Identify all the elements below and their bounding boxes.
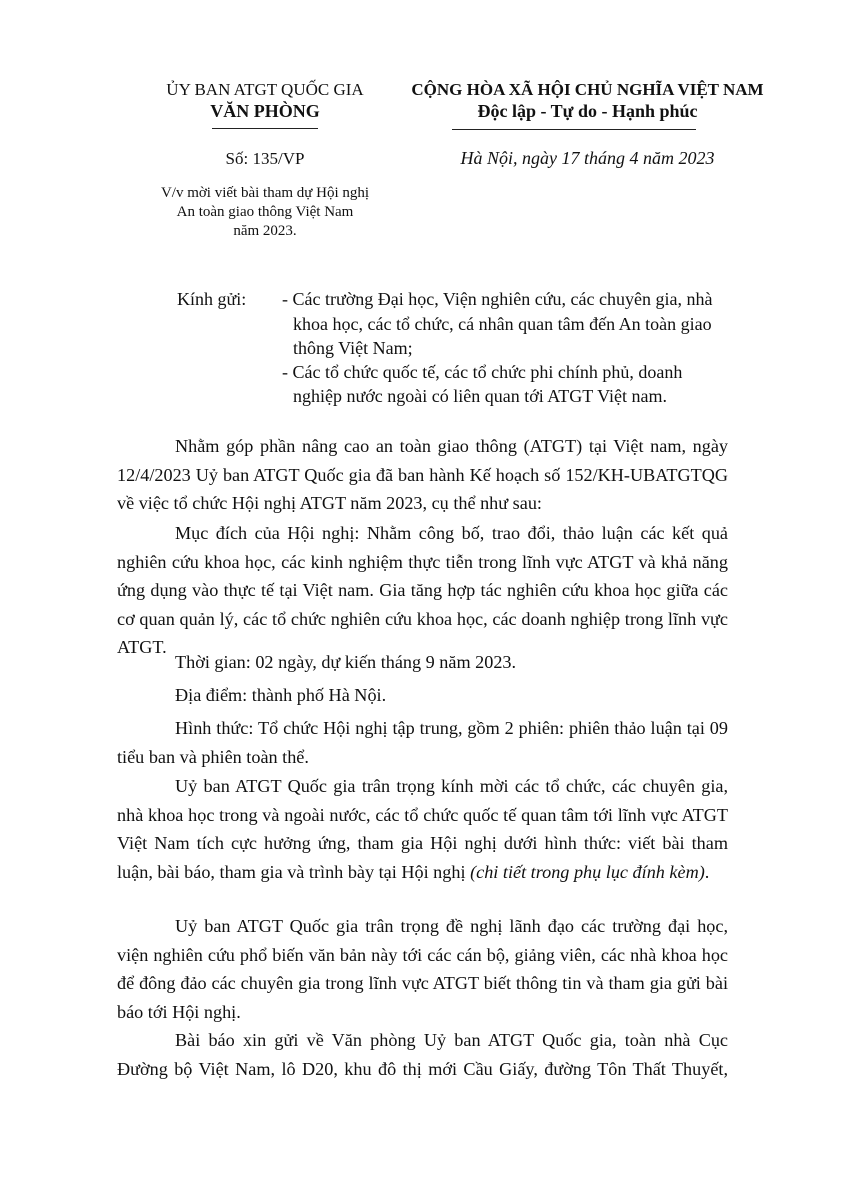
document-number: Số: 135/VP bbox=[225, 149, 305, 168]
header-right-rule bbox=[452, 129, 696, 130]
issuing-organization: ỦY BAN ATGT QUỐC GIA bbox=[166, 80, 364, 99]
recipient-line: khoa học, các tổ chức, cá nhân quan tâm đến An toàn giao bbox=[293, 314, 712, 334]
body-paragraph-invitation bbox=[117, 772, 728, 886]
body-paragraph-request: Uỷ ban ATGT Quốc gia trân trọng đề nghị lãnh đạo các trường đại học, viện nghiên cứu phổ biến văn bản này tới các cán bộ, giảng viên, các nhà khoa học để đông đảo các chuyên gia trong lĩnh vực ATGT biết thông tin và tham gia gửi bài báo tới Hội nghị. bbox=[117, 916, 728, 1022]
recipient-line: - Các tổ chức quốc tế, các tổ chức phi chính phủ, doanh bbox=[282, 362, 683, 382]
subject-line: năm 2023. bbox=[233, 223, 297, 239]
document-subject bbox=[150, 184, 380, 241]
invitation-end: . bbox=[704, 861, 710, 882]
recipients-label: Kính gửi: bbox=[177, 289, 247, 309]
appendix-note: (chi tiết trong phụ lục đính kèm) bbox=[470, 861, 705, 882]
national-motto: Độc lập - Tự do - Hạnh phúc bbox=[477, 101, 698, 121]
place-date: Hà Nội, ngày 17 tháng 4 năm 2023 bbox=[460, 148, 715, 168]
body-paragraph-format: Hình thức: Tổ chức Hội nghị tập trung, gồm 2 phiên: phiên thảo luận tại 09 tiểu ban và phiên toàn thể. bbox=[117, 718, 728, 767]
body-paragraph-submission: Bài báo xin gửi về Văn phòng Uỷ ban ATGT Quốc gia, toàn nhà Cục Đường bộ Việt Nam, lô D20, khu đô thị mới Cầu Giấy, đường Tôn Thất Thuyết, bbox=[117, 1030, 728, 1079]
body-paragraph-venue: Địa điểm: thành phố Hà Nội. bbox=[175, 685, 387, 705]
body-paragraph-time: Thời gian: 02 ngày, dự kiến tháng 9 năm 2023. bbox=[175, 652, 517, 672]
recipient-line: nghiệp nước ngoài có liên quan tới ATGT Việt nam. bbox=[293, 386, 667, 406]
subject-line: V/v mời viết bài tham dự Hội nghị bbox=[160, 185, 370, 201]
body-paragraph-intro: Nhằm góp phần nâng cao an toàn giao thông (ATGT) tại Việt nam, ngày 12/4/2023 Uỷ ban ATGT Quốc gia đã ban hành Kế hoạch số 152/KH-UBATGTQG về việc tổ chức Hội nghị ATGT năm 2023, cụ thể như sau: bbox=[117, 436, 728, 513]
header-left-rule bbox=[212, 128, 318, 129]
body-paragraph-purpose: Mục đích của Hội nghị: Nhằm công bố, trao đổi, thảo luận các kết quả nghiên cứu khoa học, các kinh nghiệm thực tiễn trong lĩnh vực ATGT và khả năng ứng dụng vào thực tế tại Việt nam. Gia tăng hợp tác nghiên cứu khoa học giữa các cơ quan quản lý, các tổ chức nghiên cứu khoa học, các doanh nghiệp trong lĩnh vực ATGT. bbox=[117, 523, 728, 657]
recipient-line: - Các trường Đại học, Viện nghiên cứu, các chuyên gia, nhà bbox=[282, 289, 713, 309]
national-title: CỘNG HÒA XÃ HỘI CHỦ NGHĨA VIỆT NAM bbox=[411, 80, 764, 99]
recipient-line: thông Việt Nam; bbox=[293, 338, 413, 358]
subject-line: An toàn giao thông Việt Nam bbox=[176, 204, 354, 220]
issuing-office: VĂN PHÒNG bbox=[210, 101, 320, 121]
invitation-text: Uỷ ban ATGT Quốc gia trân trọng kính mời các tổ chức, các chuyên gia, nhà khoa học trong và ngoài nước, các tổ chức quốc tế quan tâm tới lĩnh vực ATGT Việt Nam tích cực hưởng ứng, tham gia Hội nghị dưới hình thức: viết bài tham luận, bài báo, tham gia và trình bày tại Hội nghị bbox=[117, 776, 728, 882]
